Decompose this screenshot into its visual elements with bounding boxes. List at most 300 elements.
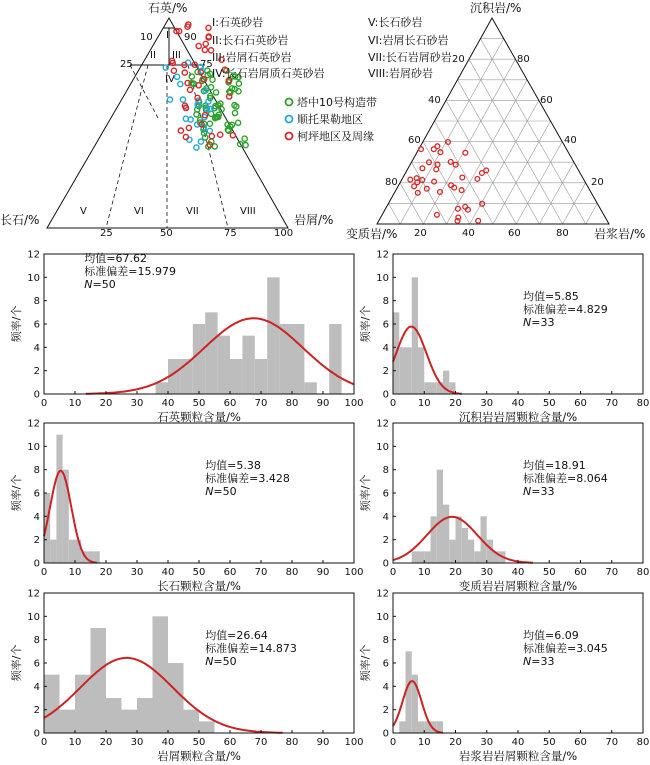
histogram-bar <box>412 551 418 563</box>
y-tick-label: 4 <box>382 342 389 354</box>
x-axis-label: 岩屑颗粒含量/% <box>157 749 241 763</box>
sample-point <box>198 139 203 144</box>
stats-n-symbol: N <box>523 485 532 498</box>
sample-point <box>236 120 241 125</box>
sample-point <box>163 65 168 70</box>
histogram-bar <box>468 540 474 563</box>
sample-point <box>187 87 192 92</box>
left-tick-20: 20 <box>452 54 465 65</box>
grid-line <box>412 162 447 224</box>
x-tick-label: 40 <box>161 737 175 748</box>
plot-frame <box>393 254 643 394</box>
y-tick-label: 0 <box>382 389 389 401</box>
histogram-bar <box>267 277 279 394</box>
histogram-bar <box>424 382 430 394</box>
boundary-label-90: 90 <box>184 32 197 43</box>
stats-mean: 均值=5.38 <box>205 459 261 472</box>
boundary-label-75: 75 <box>200 59 213 70</box>
y-tick-label: 8 <box>382 296 389 308</box>
x-tick-label: 0 <box>40 567 48 578</box>
y-tick-label: 6 <box>33 319 40 331</box>
x-tick-label: 50 <box>192 567 206 578</box>
y-tick-label: 4 <box>33 342 40 354</box>
x-tick-label: 30 <box>480 398 494 409</box>
y-tick-label: 0 <box>33 389 40 401</box>
histogram-bar <box>412 277 418 394</box>
sample-point <box>463 204 468 209</box>
histogram-bar <box>199 721 215 733</box>
class-legend-vi: VI:岩屑长石砂岩 <box>368 34 449 47</box>
sample-point <box>203 41 208 46</box>
histogram-bar <box>399 721 405 733</box>
y-tick-label: 12 <box>27 249 40 261</box>
left-tick-60: 60 <box>408 135 421 146</box>
x-tick-label: 50 <box>192 398 206 409</box>
sample-point <box>431 147 436 152</box>
histogram-panel <box>9 589 364 764</box>
histogram-bar <box>424 551 430 563</box>
field-label-i: I <box>166 30 169 41</box>
stats-n <box>523 485 554 498</box>
sample-point <box>186 125 191 130</box>
histogram-panel <box>358 250 649 425</box>
histogram-bar <box>292 324 304 394</box>
vertex-label-feldspar: 长石/% <box>0 213 40 227</box>
x-tick-label: 40 <box>511 737 525 748</box>
x-tick-label: 20 <box>99 567 113 578</box>
y-tick-label: 10 <box>27 272 40 284</box>
class-legend-vii: VII:长石岩屑砂岩 <box>368 51 452 64</box>
qfl-triangle-outline <box>47 18 288 228</box>
stats-mean: 均值=5.85 <box>523 290 579 303</box>
histogram-bar <box>156 382 168 394</box>
sample-point <box>218 132 223 137</box>
histogram-bar <box>75 675 91 733</box>
stats-n-symbol: N <box>84 278 93 291</box>
y-tick-label: 10 <box>376 611 389 623</box>
x-tick-label: 20 <box>99 398 113 409</box>
bottom-label-25: 25 <box>100 228 113 239</box>
y-tick-label: 4 <box>33 681 40 693</box>
right-tick-40: 40 <box>564 135 577 146</box>
stats-n-value: =50 <box>92 278 116 291</box>
x-axis-label: 长石颗粒含量/% <box>157 579 241 593</box>
histogram-bar <box>94 551 100 563</box>
histogram-bar <box>106 698 122 733</box>
y-axis-label: 频率/个 <box>359 644 372 682</box>
x-tick-label: 10 <box>417 737 431 748</box>
y-tick-label: 10 <box>27 441 40 453</box>
stats-n <box>205 655 236 668</box>
bottom-label-75: 75 <box>224 228 237 239</box>
stats-n <box>523 316 554 329</box>
histogram-bar <box>418 721 424 733</box>
histogram-bar <box>449 540 455 563</box>
x-axis-label: 岩浆岩岩屑颗粒含量/% <box>458 749 578 763</box>
plot-frame <box>44 423 354 563</box>
stats-n-symbol: N <box>205 655 214 668</box>
y-tick-label: 0 <box>33 558 40 570</box>
x-tick-label: 50 <box>542 567 556 578</box>
x-tick-label: 80 <box>636 737 650 748</box>
x-tick-label: 40 <box>161 567 175 578</box>
y-axis-label: 频率/个 <box>359 474 372 512</box>
class-legend-viii: VIII:岩屑砂岩 <box>368 67 433 80</box>
x-tick-label: 60 <box>574 737 587 748</box>
x-tick-label: 0 <box>389 567 397 578</box>
bottom-label-100: 100 <box>274 228 294 239</box>
x-tick-label: 50 <box>192 737 206 748</box>
histogram-bar <box>50 540 56 563</box>
sample-point <box>475 177 480 182</box>
x-tick-label: 20 <box>449 398 462 409</box>
x-tick-label: 0 <box>40 737 48 748</box>
y-tick-label: 2 <box>382 366 389 378</box>
x-tick-label: 60 <box>223 398 237 409</box>
legend-label-keping: 柯坪地区及周缘 <box>297 130 374 143</box>
series-legend <box>286 95 378 143</box>
histogram-bar <box>44 675 60 733</box>
y-tick-label: 0 <box>382 558 389 570</box>
y-tick-label: 12 <box>376 418 389 430</box>
sample-point <box>459 188 464 193</box>
stats-n-symbol: N <box>523 655 532 668</box>
x-tick-label: 30 <box>480 567 494 578</box>
x-tick-label: 0 <box>389 398 397 409</box>
sample-point <box>434 167 439 172</box>
x-tick-label: 90 <box>316 398 330 409</box>
right-tick-60: 60 <box>540 95 553 106</box>
x-tick-label: 100 <box>344 398 364 409</box>
left-tick-80: 80 <box>385 177 398 188</box>
x-tick-label: 80 <box>285 398 299 409</box>
sample-point <box>207 128 212 133</box>
histogram-panel <box>358 419 649 594</box>
y-tick-label: 2 <box>382 705 389 717</box>
histogram-bar <box>431 516 437 563</box>
plot-frame <box>393 593 643 733</box>
sample-point <box>463 150 468 155</box>
histogram-bar <box>418 347 424 394</box>
histogram-bar <box>205 312 217 394</box>
field-label-iv: IV <box>165 74 175 85</box>
grid-line <box>539 162 574 224</box>
bottom-tick-80: 80 <box>556 228 569 239</box>
x-tick-label: 40 <box>511 567 525 578</box>
y-tick-label: 6 <box>382 319 389 331</box>
y-tick-label: 8 <box>382 465 389 477</box>
y-tick-label: 12 <box>27 418 40 430</box>
sample-point <box>456 206 461 211</box>
stats-std: 标准偏差=15.979 <box>84 265 177 278</box>
grid-line <box>493 121 551 224</box>
histogram-bar <box>242 336 254 394</box>
x-tick-label: 0 <box>389 737 397 748</box>
sample-point <box>420 166 425 171</box>
histogram-bar <box>69 540 75 563</box>
bottom-tick-60: 60 <box>508 228 521 239</box>
x-tick-label: 60 <box>574 567 587 578</box>
stats-mean: 均值=67.62 <box>84 252 148 265</box>
histogram-bar <box>474 551 480 563</box>
sample-point <box>432 179 437 184</box>
sample-point <box>182 70 187 75</box>
grid-line <box>458 80 540 224</box>
sample-point <box>178 82 183 87</box>
class-legend-ii: II:长石石英砂岩 <box>212 34 289 47</box>
y-tick-label: 2 <box>33 366 40 378</box>
sample-point <box>242 136 247 141</box>
histogram-bar <box>437 470 443 563</box>
sample-point <box>202 47 207 52</box>
x-tick-label: 80 <box>285 567 299 578</box>
histogram-panels <box>9 250 649 764</box>
y-tick-label: 0 <box>33 728 40 740</box>
x-tick-label: 0 <box>40 398 48 409</box>
sample-point <box>196 43 201 48</box>
y-tick-label: 8 <box>33 635 40 647</box>
field-label-vi: VI <box>134 206 144 217</box>
x-tick-label: 70 <box>605 737 619 748</box>
y-tick-label: 6 <box>33 488 40 500</box>
histogram-bar <box>462 528 468 563</box>
vertex-label-metamorphic: 变质岩/% <box>346 227 398 241</box>
field-label-vii: VII <box>186 206 199 217</box>
sample-point <box>232 110 237 115</box>
sample-point <box>209 134 214 139</box>
histogram-bar <box>431 382 437 394</box>
histogram-bar <box>218 336 230 394</box>
histogram-bar <box>168 663 184 733</box>
histogram-bar <box>443 505 449 563</box>
histogram-bar <box>122 710 138 733</box>
x-axis-label: 石英颗粒含量/% <box>157 410 241 424</box>
sample-point <box>408 177 413 182</box>
class-legend-iv: IV:长石岩屑质石英砂岩 <box>212 67 325 80</box>
y-tick-label: 4 <box>382 681 389 693</box>
legend-label-tazhong: 塔中10号构造带 <box>297 96 377 109</box>
y-axis-label: 频率/个 <box>359 305 372 343</box>
y-tick-label: 4 <box>33 511 40 523</box>
x-tick-label: 60 <box>574 398 587 409</box>
y-tick-label: 4 <box>382 511 389 523</box>
y-tick-label: 12 <box>376 588 389 600</box>
stats-n <box>84 278 115 291</box>
left-tick-40: 40 <box>428 95 441 106</box>
vertex-label-quartz: 石英/% <box>148 1 188 15</box>
x-tick-label: 50 <box>542 737 556 748</box>
class-legend-v: V:长石砂岩 <box>368 16 423 29</box>
x-tick-label: 20 <box>449 737 462 748</box>
histogram-panel <box>358 589 649 764</box>
vertex-label-lithic: 岩屑/% <box>294 213 334 227</box>
x-tick-label: 80 <box>285 737 299 748</box>
x-tick-label: 30 <box>130 567 144 578</box>
x-axis-label: 沉积岩岩屑颗粒含量/% <box>458 410 578 424</box>
legend-marker-shuntuo <box>286 116 293 123</box>
sample-point <box>178 128 183 133</box>
class-legend-iii: III:岩屑石英砂岩 <box>212 51 292 64</box>
stats-mean: 均值=6.09 <box>523 629 579 642</box>
bottom-tick-40: 40 <box>462 228 475 239</box>
histogram-bar <box>56 435 62 563</box>
y-tick-label: 6 <box>382 488 389 500</box>
sample-point <box>171 68 176 73</box>
histogram-bar <box>255 359 267 394</box>
sample-point <box>189 74 194 79</box>
y-tick-label: 2 <box>33 705 40 717</box>
histogram-bar <box>184 710 200 733</box>
x-tick-label: 20 <box>449 567 462 578</box>
sample-point <box>167 97 172 102</box>
sample-point <box>180 97 185 102</box>
legend-marker-tazhong <box>286 99 293 106</box>
x-tick-label: 70 <box>254 737 268 748</box>
histogram-bar <box>406 347 412 394</box>
lithic-sample-points <box>408 140 489 224</box>
sample-point <box>206 25 211 30</box>
legend-marker-keping <box>286 133 293 140</box>
stats-std: 标准偏差=14.873 <box>205 642 297 655</box>
x-tick-label: 10 <box>417 567 431 578</box>
x-tick-label: 10 <box>68 567 82 578</box>
class-legend-i: I:石英砂岩 <box>212 16 263 29</box>
y-tick-label: 12 <box>376 249 389 261</box>
x-tick-label: 20 <box>99 737 113 748</box>
histogram-bar <box>418 551 424 563</box>
x-tick-label: 50 <box>542 398 556 409</box>
y-tick-label: 10 <box>27 611 40 623</box>
stats-n-value: =33 <box>531 485 555 498</box>
stats-n-value: =50 <box>213 655 237 668</box>
right-tick-80: 80 <box>517 54 530 65</box>
y-tick-label: 2 <box>382 535 389 547</box>
y-axis-label: 频率/个 <box>10 644 23 682</box>
x-tick-label: 80 <box>636 567 650 578</box>
sample-point <box>484 168 489 173</box>
y-tick-label: 2 <box>33 535 40 547</box>
y-tick-label: 8 <box>382 635 389 647</box>
grid-line <box>586 203 598 224</box>
stats-std: 标准偏差=4.829 <box>523 303 608 316</box>
stats-std: 标准偏差=3.045 <box>523 642 608 655</box>
boundary-label-25-left: 25 <box>120 59 133 70</box>
bottom-label-50: 50 <box>160 228 173 239</box>
boundary-label-10: 10 <box>140 32 153 43</box>
grid-line <box>481 39 586 224</box>
stats-n-symbol: N <box>523 316 532 329</box>
histogram-bar <box>329 324 341 394</box>
x-tick-label: 100 <box>344 737 364 748</box>
stats-n-symbol: N <box>205 485 214 498</box>
histogram-bar <box>487 540 493 563</box>
histogram-panel <box>9 250 364 425</box>
x-tick-label: 10 <box>68 737 82 748</box>
histogram-bar <box>304 382 316 394</box>
x-tick-label: 100 <box>344 567 364 578</box>
stats-mean: 均值=18.91 <box>523 459 586 472</box>
histogram-bar <box>399 347 405 394</box>
histogram-bar <box>230 359 242 394</box>
sample-point <box>236 81 241 86</box>
stats-n <box>205 485 236 498</box>
field-label-viii: VIII <box>240 206 256 217</box>
stats-n-value: =33 <box>531 316 555 329</box>
y-axis-label: 频率/个 <box>10 305 23 343</box>
y-tick-label: 10 <box>376 272 389 284</box>
x-tick-label: 70 <box>605 398 619 409</box>
sample-point <box>175 74 180 79</box>
grid-line <box>447 80 527 224</box>
sample-point <box>466 207 471 212</box>
y-tick-label: 10 <box>376 441 389 453</box>
x-tick-label: 90 <box>316 737 330 748</box>
x-tick-label: 90 <box>316 567 330 578</box>
vertex-label-sedimentary: 沉积岩/% <box>470 1 522 15</box>
y-tick-label: 6 <box>33 658 40 670</box>
stats-mean: 均值=26.64 <box>205 629 268 642</box>
sample-point <box>435 212 440 217</box>
sample-point <box>207 121 212 126</box>
field-label-ii: II <box>150 50 156 61</box>
stats-n <box>523 655 554 668</box>
stats-std: 标准偏差=8.064 <box>523 472 608 485</box>
stats-n-value: =50 <box>213 485 237 498</box>
histogram-bar <box>193 324 205 394</box>
bottom-tick-20: 20 <box>414 228 427 239</box>
y-tick-label: 0 <box>382 728 389 740</box>
field-label-iii: III <box>172 50 181 61</box>
sample-point <box>460 175 465 180</box>
histogram-panel <box>9 419 364 594</box>
y-axis-label: 频率/个 <box>10 474 23 512</box>
y-tick-label: 8 <box>33 465 40 477</box>
x-tick-label: 70 <box>254 398 268 409</box>
x-tick-label: 70 <box>254 567 268 578</box>
legend-label-shuntuo: 顺托果勒地区 <box>297 113 363 126</box>
sample-point <box>214 90 219 95</box>
histogram-bar <box>456 516 462 563</box>
histogram-bar <box>91 628 107 733</box>
x-tick-label: 30 <box>130 398 144 409</box>
dashed-left-diag <box>130 65 158 118</box>
x-tick-label: 10 <box>417 398 431 409</box>
field-label-v: V <box>80 206 87 217</box>
sample-point <box>476 218 481 223</box>
y-tick-label: 8 <box>33 296 40 308</box>
right-tick-20: 20 <box>591 177 604 188</box>
histogram-bar <box>280 324 292 394</box>
x-tick-label: 60 <box>223 567 237 578</box>
stats-n-value: =33 <box>531 655 555 668</box>
grid-line <box>389 203 401 224</box>
vertex-label-igneous: 岩浆岩/% <box>594 227 646 241</box>
histogram-bar <box>137 698 153 733</box>
y-tick-label: 6 <box>382 658 389 670</box>
x-tick-label: 30 <box>480 737 494 748</box>
stats-std: 标准偏差=3.428 <box>205 472 290 485</box>
x-axis-label: 变质岩岩屑颗粒含量/% <box>458 579 578 593</box>
x-tick-label: 10 <box>68 398 82 409</box>
x-tick-label: 40 <box>161 398 175 409</box>
x-tick-label: 30 <box>130 737 144 748</box>
sample-point <box>194 145 199 150</box>
x-tick-label: 60 <box>223 737 237 748</box>
x-tick-label: 80 <box>636 398 650 409</box>
histogram-bar <box>60 710 76 733</box>
sample-point <box>230 133 235 138</box>
y-tick-label: 12 <box>27 588 40 600</box>
